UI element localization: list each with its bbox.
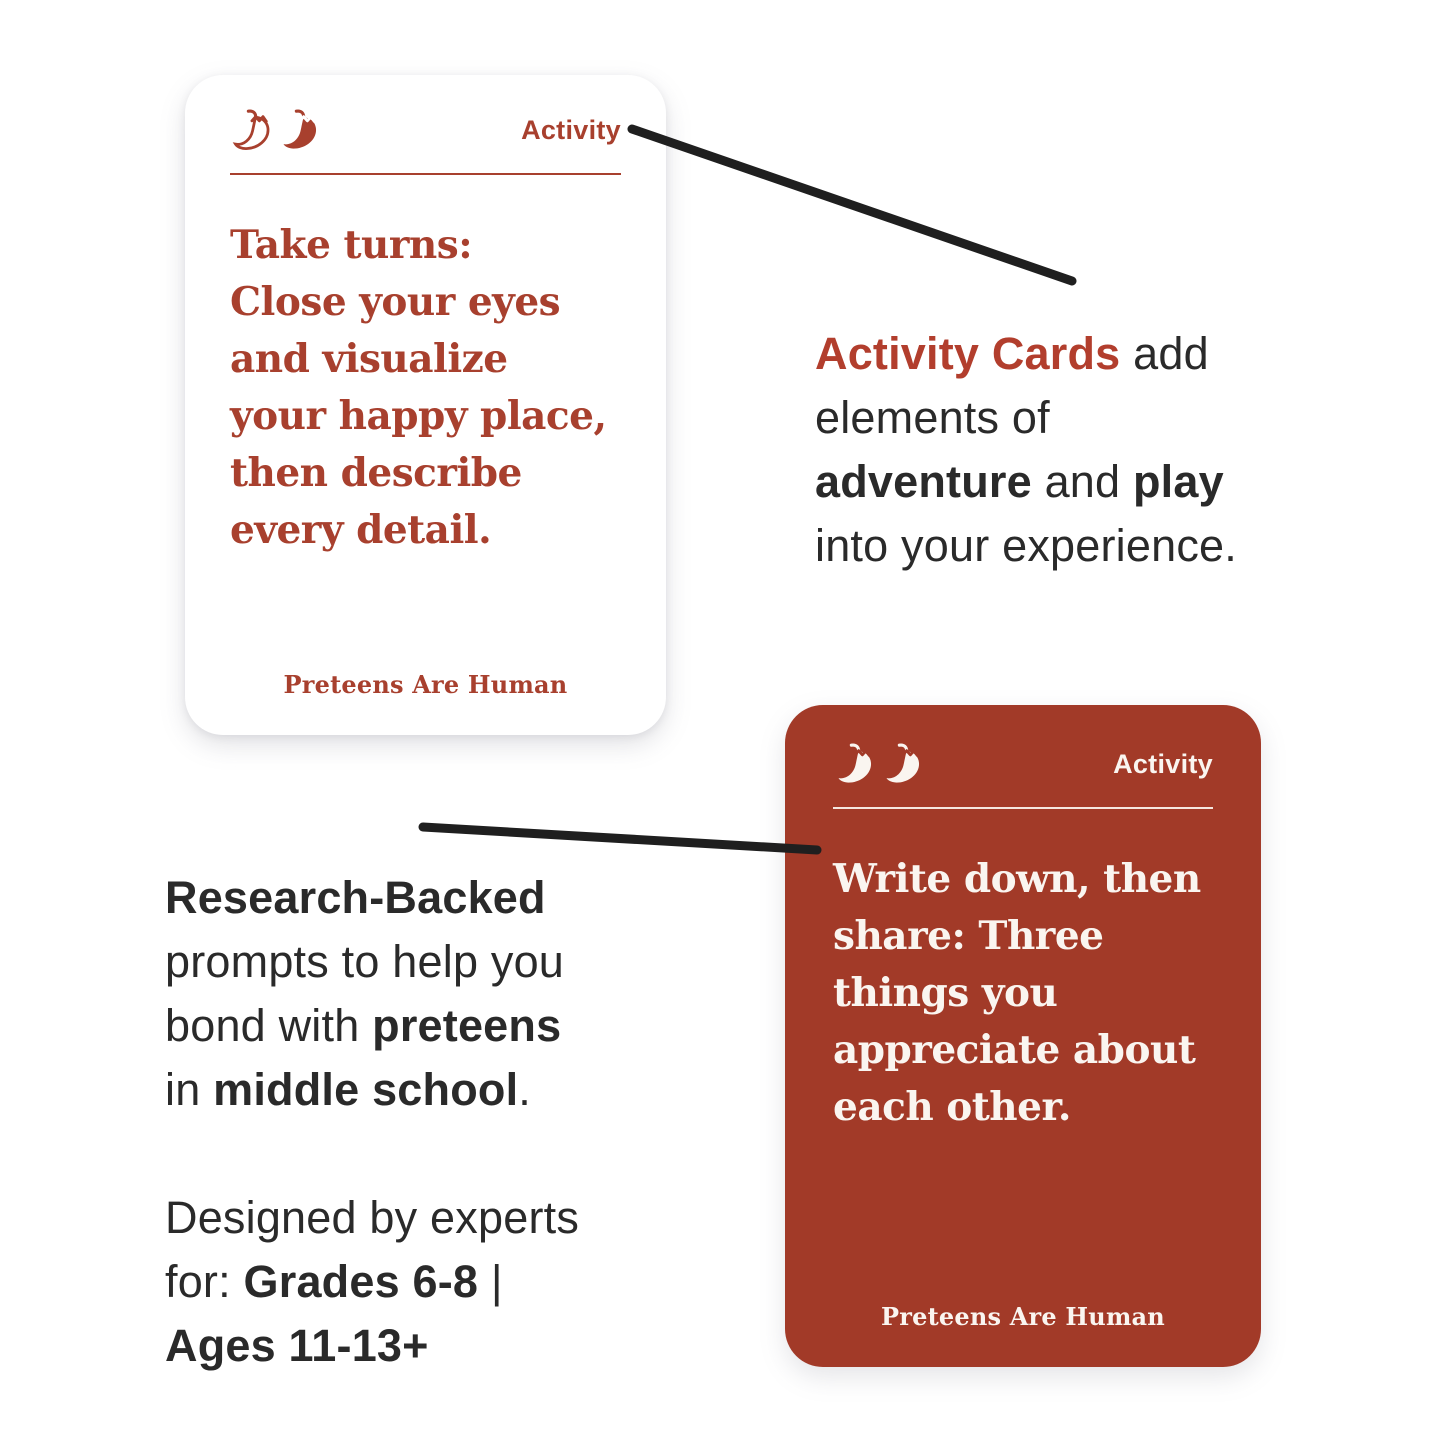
spice-level-indicator [230,107,322,153]
card-text-line: things you [833,970,1058,1016]
chili-filled-icon [278,107,322,153]
card-text-line: and visualize [230,336,508,382]
bold-adventure: adventure [815,456,1032,507]
card-text-line: share: Three [833,913,1104,959]
spice-level-indicator [833,741,925,787]
brand-name: Preteens Are Human [881,1302,1165,1331]
bold-research-backed: Research-Backed [165,872,546,923]
card-divider [833,807,1213,809]
annotation-text: and [1031,456,1133,507]
chili-outline-icon [230,107,274,153]
annotation-line [165,1058,564,1122]
annotation-research-backed [165,866,564,1122]
highlight-activity-cards: Activity Cards [815,328,1121,379]
chili-filled-icon [881,741,925,787]
activity-card-red [785,705,1261,1367]
annotation-line [815,450,1237,514]
card-text-line: every detail. [230,507,492,553]
card-text-line: Close your eyes [230,279,561,325]
activity-card-white [185,75,666,735]
annotation-line [815,322,1237,386]
annotation-line [165,1250,579,1314]
card-text-line: Write down, then [833,856,1201,902]
annotation-line: prompts to help you [165,936,565,987]
connector-line-white-card [632,129,1072,281]
card-text-line: Take turns: [230,222,473,268]
annotation-line: into your experience. [815,520,1237,571]
card-text-line: each other. [833,1084,1072,1130]
bold-middle-school: middle school [213,1064,519,1115]
annotation-line: Designed by experts [165,1192,580,1243]
annotation-line [165,994,564,1058]
card-prompt-text [833,851,1213,1136]
card-prompt-text [230,217,621,559]
annotation-activity-cards [815,322,1237,578]
card-text-line: your happy place, [230,393,607,439]
card-type-label: Activity [521,114,621,145]
bold-play: play [1132,456,1224,507]
card-header [833,735,1213,793]
annotation-text: | [478,1256,503,1307]
bold-grades: Grades 6-8 [243,1256,479,1307]
connector-line-red-card [423,827,817,850]
annotation-text: . [518,1064,531,1115]
annotation-text: in [165,1064,214,1115]
card-header [230,101,621,159]
chili-filled-icon [833,741,877,787]
annotation-line: elements of [815,392,1050,443]
card-text-line: then describe [230,450,522,496]
annotation-text: bond with [165,1000,373,1051]
annotation-text: for: [165,1256,244,1307]
annotation-designed-by-experts [165,1186,579,1378]
annotation-text: add [1120,328,1209,379]
brand-name: Preteens Are Human [283,670,568,699]
card-divider [230,173,621,175]
bold-ages: Ages 11-13+ [165,1320,429,1371]
card-text-line: appreciate about [833,1027,1196,1073]
bold-preteens: preteens [372,1000,562,1051]
card-type-label: Activity [1113,748,1213,779]
